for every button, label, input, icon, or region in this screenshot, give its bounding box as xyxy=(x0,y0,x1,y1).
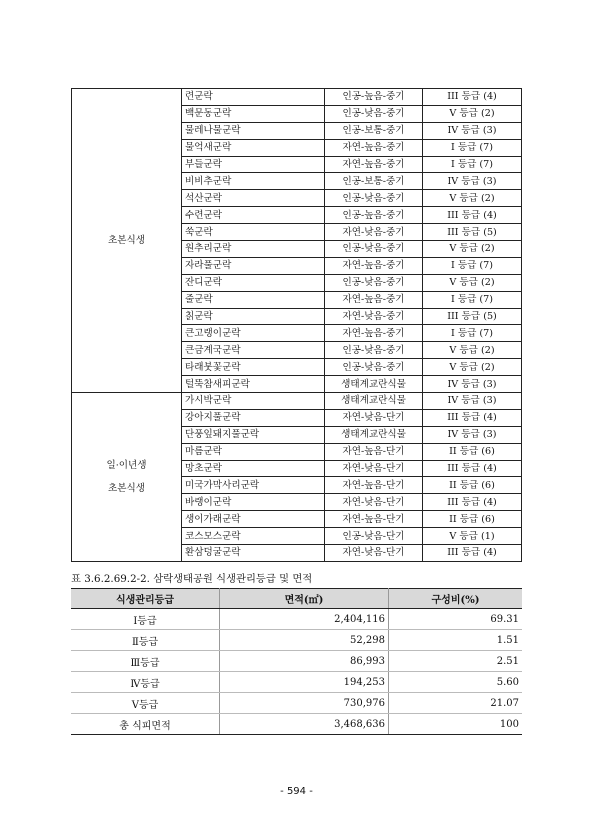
community-name-cell: 단풍잎돼지풀군락 xyxy=(182,426,325,443)
area-cell: 194,253 xyxy=(220,672,389,693)
grade-cell: Ⅳ등급 xyxy=(71,672,220,693)
community-name-cell: 마름군락 xyxy=(182,443,325,460)
grade-cell: V 등급 (2) xyxy=(423,342,522,359)
type-cell: 인공-낮음-중기 xyxy=(325,190,423,207)
vegetation-grade-area-table xyxy=(71,588,522,735)
grade-cell: V 등급 (2) xyxy=(423,241,522,258)
community-name-cell: 털뚝참새피군락 xyxy=(182,376,325,393)
grade-cell: V 등급 (2) xyxy=(423,105,522,122)
community-name-cell: 가시박군락 xyxy=(182,393,325,410)
type-cell: 인공-보통-중기 xyxy=(325,122,423,139)
grade-cell: Ⅱ등급 xyxy=(71,630,220,651)
vegetation-table-body xyxy=(72,89,522,562)
type-cell: 생태계교란식물 xyxy=(325,426,423,443)
grade-cell: IV 등급 (3) xyxy=(423,173,522,190)
ratio-cell: 21.07 xyxy=(389,693,523,714)
group-label-cell xyxy=(72,89,182,393)
type-cell: 자연-높음-단기 xyxy=(325,477,423,494)
type-cell: 자연-낮음-단기 xyxy=(325,494,423,511)
type-cell: 인공-낮음-중기 xyxy=(325,359,423,376)
group-label-cell xyxy=(72,393,182,562)
area-cell: 730,976 xyxy=(220,693,389,714)
grade-cell: V 등급 (1) xyxy=(423,528,522,545)
type-cell: 생태계교란식물 xyxy=(325,376,423,393)
vegetation-community-table xyxy=(71,88,522,562)
group-label-line: 초본식생 xyxy=(107,482,146,494)
grade-cell: I 등급 (7) xyxy=(423,325,522,342)
community-name-cell: 바랭이군락 xyxy=(182,494,325,511)
type-cell: 인공-낮음-단기 xyxy=(325,528,423,545)
type-cell: 인공-높음-중기 xyxy=(325,207,423,224)
table-row xyxy=(71,609,522,630)
community-name-cell: 비비추군락 xyxy=(182,173,325,190)
table-row xyxy=(71,693,522,714)
community-name-cell: 망초군락 xyxy=(182,460,325,477)
ratio-cell: 5.60 xyxy=(389,672,523,693)
type-cell: 자연-높음-단기 xyxy=(325,443,423,460)
type-cell: 자연-낮음-중기 xyxy=(325,224,423,241)
area-cell: 86,993 xyxy=(220,651,389,672)
table-row xyxy=(71,672,522,693)
grade-cell: V 등급 (2) xyxy=(423,190,522,207)
community-name-cell: 타래붓꽃군락 xyxy=(182,359,325,376)
page-number: - 594 - xyxy=(280,786,313,797)
type-cell: 인공-낮음-중기 xyxy=(325,274,423,291)
group-label-line: 초본식생 xyxy=(107,235,146,247)
type-cell: 인공-보통-중기 xyxy=(325,173,423,190)
community-name-cell: 원추리군락 xyxy=(182,241,325,258)
community-name-cell: 큰고랭이군락 xyxy=(182,325,325,342)
type-cell: 자연-높음-단기 xyxy=(325,511,423,528)
grade-cell: III 등급 (4) xyxy=(423,460,522,477)
community-name-cell: 쑥군락 xyxy=(182,224,325,241)
group-label-line: 일·이년생 xyxy=(106,459,147,471)
community-name-cell: 줄군락 xyxy=(182,291,325,308)
community-name-cell: 백문동군락 xyxy=(182,105,325,122)
type-cell: 자연-낮음-중기 xyxy=(325,308,423,325)
grade-cell: 총 식피면적 xyxy=(71,714,220,735)
community-name-cell: 환삼덩굴군락 xyxy=(182,545,325,562)
grade-cell: Ⅲ등급 xyxy=(71,651,220,672)
community-name-cell: 련군락 xyxy=(182,89,325,106)
grade-cell: Ⅴ등급 xyxy=(71,693,220,714)
community-name-cell: 물레나물군락 xyxy=(182,122,325,139)
grade-cell: III 등급 (4) xyxy=(423,207,522,224)
type-cell: 인공-낮음-중기 xyxy=(325,241,423,258)
community-name-cell: 강아지풀군락 xyxy=(182,409,325,426)
ratio-cell: 69.31 xyxy=(389,609,523,630)
grade-cell: IV 등급 (3) xyxy=(423,122,522,139)
grade-cell: III 등급 (5) xyxy=(423,224,522,241)
grade-cell: III 등급 (5) xyxy=(423,308,522,325)
grade-cell: Ⅰ등급 xyxy=(71,609,220,630)
grade-cell: III 등급 (4) xyxy=(423,409,522,426)
grade-cell: V 등급 (2) xyxy=(423,359,522,376)
grade-cell: II 등급 (6) xyxy=(423,511,522,528)
area-cell: 2,404,116 xyxy=(220,609,389,630)
community-name-cell: 미국가막사리군락 xyxy=(182,477,325,494)
table-row xyxy=(71,630,522,651)
community-name-cell: 칡군락 xyxy=(182,308,325,325)
grade-cell: II 등급 (6) xyxy=(423,477,522,494)
grade-cell: III 등급 (4) xyxy=(423,494,522,511)
grade-cell: V 등급 (2) xyxy=(423,274,522,291)
grade-cell: I 등급 (7) xyxy=(423,139,522,156)
community-name-cell: 석산군락 xyxy=(182,190,325,207)
grade-cell: I 등급 (7) xyxy=(423,291,522,308)
community-name-cell: 생이가래군락 xyxy=(182,511,325,528)
community-name-cell: 부들군락 xyxy=(182,156,325,173)
community-name-cell: 잔디군락 xyxy=(182,274,325,291)
community-name-cell: 수련군락 xyxy=(182,207,325,224)
community-name-cell: 물억새군락 xyxy=(182,139,325,156)
ratio-cell: 100 xyxy=(389,714,523,735)
type-cell: 자연-낮음-단기 xyxy=(325,460,423,477)
type-cell: 자연-높음-중기 xyxy=(325,325,423,342)
grade-cell: III 등급 (4) xyxy=(423,89,522,106)
type-cell: 자연-높음-중기 xyxy=(325,156,423,173)
ratio-cell: 2.51 xyxy=(389,651,523,672)
ratio-cell: 1.51 xyxy=(389,630,523,651)
table-row xyxy=(72,89,522,106)
area-cell: 3,468,636 xyxy=(220,714,389,735)
header-grade: 식생관리등급 xyxy=(71,589,220,609)
community-name-cell: 자라풀군락 xyxy=(182,257,325,274)
area-cell: 52,298 xyxy=(220,630,389,651)
grade-cell: IV 등급 (3) xyxy=(423,376,522,393)
table-row xyxy=(71,651,522,672)
type-cell: 인공-낮음-중기 xyxy=(325,342,423,359)
type-cell: 자연-높음-중기 xyxy=(325,257,423,274)
type-cell: 인공-낮음-중기 xyxy=(325,105,423,122)
community-name-cell: 코스모스군락 xyxy=(182,528,325,545)
header-ratio: 구성비(%) xyxy=(389,589,523,609)
stats-header-row xyxy=(71,589,522,609)
grade-cell: I 등급 (7) xyxy=(423,257,522,274)
table-row xyxy=(72,393,522,410)
grade-cell: IV 등급 (3) xyxy=(423,426,522,443)
table-caption: 표 3.6.2.69.2-2. 삼락생태공원 식생관리등급 및 면적 xyxy=(71,573,313,585)
community-name-cell: 큰금계국군락 xyxy=(182,342,325,359)
grade-cell: I 등급 (7) xyxy=(423,156,522,173)
type-cell: 생태계교란식물 xyxy=(325,393,423,410)
type-cell: 자연-낮음-단기 xyxy=(325,409,423,426)
type-cell: 자연-높음-중기 xyxy=(325,139,423,156)
grade-cell: IV 등급 (3) xyxy=(423,393,522,410)
type-cell: 자연-높음-중기 xyxy=(325,291,423,308)
type-cell: 인공-높음-중기 xyxy=(325,89,423,106)
grade-cell: III 등급 (4) xyxy=(423,545,522,562)
header-area: 면적(㎡) xyxy=(220,589,389,609)
grade-cell: II 등급 (6) xyxy=(423,443,522,460)
type-cell: 자연-낮음-단기 xyxy=(325,545,423,562)
total-row xyxy=(71,714,522,735)
